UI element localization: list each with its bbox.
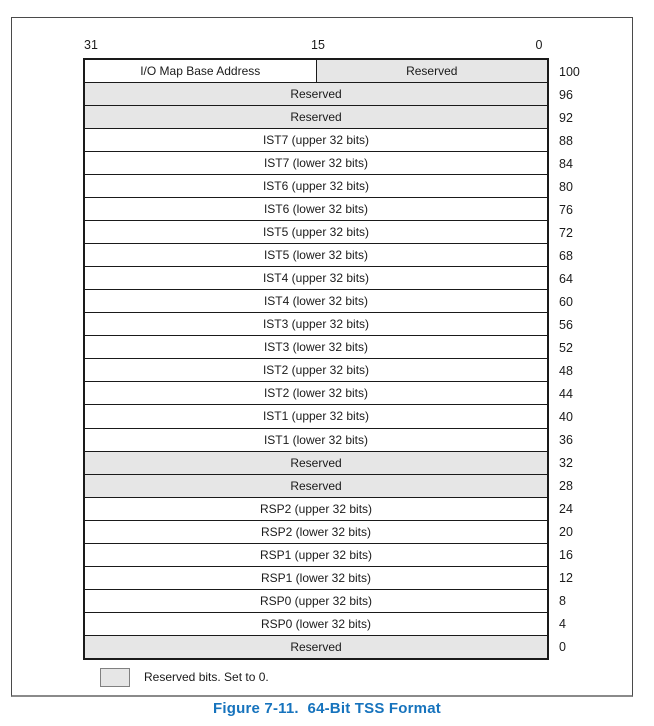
table-row [85, 174, 547, 197]
table-row [85, 589, 547, 612]
figure-caption: Figure 7-11. 64-Bit TSS Format [213, 700, 441, 717]
table-row [85, 60, 547, 82]
byte-offset: 52 [559, 340, 573, 355]
table-row [85, 428, 547, 451]
table-row [85, 128, 547, 151]
byte-offset: 64 [559, 271, 573, 286]
table-row [85, 82, 547, 105]
reserved-cell: Reserved [85, 83, 547, 105]
field-cell: IST4 (lower 32 bits) [263, 294, 369, 309]
field-cell: I/O Map Base Address [140, 64, 261, 79]
field-cell: IST2 (lower 32 bits) [263, 386, 369, 401]
table-row [85, 105, 547, 128]
page-frame [11, 17, 633, 697]
field-cell: IST7 (lower 32 bits) [263, 156, 369, 171]
table-row [85, 474, 547, 497]
tss-format-table [83, 58, 549, 660]
table-row [85, 220, 547, 243]
bit-ruler [12, 38, 632, 54]
field-cell: IST7 (upper 32 bits) [262, 133, 370, 148]
reserved-cell: Reserved [85, 475, 547, 497]
field-cell: IST1 (upper 32 bits) [262, 409, 370, 424]
field-cell: RSP0 (lower 32 bits) [260, 616, 372, 631]
table-row [85, 266, 547, 289]
field-cell: IST3 (upper 32 bits) [262, 317, 370, 332]
byte-offset: 68 [559, 248, 573, 263]
table-row [85, 520, 547, 543]
byte-offset: 36 [559, 432, 573, 447]
reserved-swatch [100, 668, 130, 687]
byte-offset: 72 [559, 225, 573, 240]
reserved-cell: Reserved [85, 452, 547, 474]
byte-offset: 88 [559, 133, 573, 148]
field-cell: RSP0 (upper 32 bits) [259, 593, 373, 608]
byte-offset: 4 [559, 616, 566, 631]
field-cell: RSP1 (upper 32 bits) [259, 547, 373, 562]
field-cell: IST4 (upper 32 bits) [262, 271, 370, 286]
byte-offset-column [559, 60, 609, 658]
bit-label-0: 0 [535, 38, 543, 52]
byte-offset: 60 [559, 294, 573, 309]
table-row [85, 381, 547, 404]
table-row [85, 451, 547, 474]
bit-label-15: 15 [311, 38, 325, 52]
byte-offset: 16 [559, 547, 573, 562]
table-row [85, 566, 547, 589]
byte-offset: 96 [559, 87, 573, 102]
byte-offset: 76 [559, 202, 573, 217]
reserved-cell: Reserved [316, 60, 548, 82]
table-row [85, 243, 547, 266]
table-row [85, 543, 547, 566]
field-cell: IST5 (lower 32 bits) [263, 248, 369, 263]
byte-offset: 80 [559, 179, 573, 194]
byte-offset: 8 [559, 593, 566, 608]
field-cell: IST2 (upper 32 bits) [262, 363, 370, 378]
table-row [85, 151, 547, 174]
table-row [85, 312, 547, 335]
byte-offset: 100 [559, 64, 580, 79]
byte-offset: 92 [559, 110, 573, 125]
byte-offset: 56 [559, 317, 573, 332]
bit-label-31: 31 [84, 38, 98, 52]
field-cell: RSP2 (upper 32 bits) [259, 501, 373, 516]
field-cell: IST5 (upper 32 bits) [262, 225, 370, 240]
legend [100, 667, 269, 687]
byte-offset: 48 [559, 363, 573, 378]
byte-offset: 24 [559, 501, 573, 516]
field-cell: IST6 (lower 32 bits) [263, 202, 369, 217]
field-cell: IST6 (upper 32 bits) [262, 179, 370, 194]
table-row [85, 497, 547, 520]
byte-offset: 20 [559, 524, 573, 539]
byte-offset: 44 [559, 386, 573, 401]
byte-offset: 84 [559, 156, 573, 171]
table-row [85, 197, 547, 220]
field-cell: IST1 (lower 32 bits) [263, 432, 369, 447]
table-row [85, 289, 547, 312]
byte-offset: 32 [559, 455, 573, 470]
byte-offset: 28 [559, 478, 573, 493]
byte-offset: 0 [559, 639, 566, 654]
reserved-cell: Reserved [85, 636, 547, 658]
byte-offset: 12 [559, 570, 573, 585]
reserved-cell: Reserved [85, 106, 547, 128]
table-row [85, 612, 547, 635]
table-row [85, 635, 547, 658]
table-row [85, 335, 547, 358]
byte-offset: 40 [559, 409, 573, 424]
table-row [85, 358, 547, 381]
legend-text: Reserved bits. Set to 0. [144, 670, 269, 684]
field-cell: RSP1 (lower 32 bits) [260, 570, 372, 585]
field-cell: IST3 (lower 32 bits) [263, 340, 369, 355]
field-cell: RSP2 (lower 32 bits) [260, 524, 372, 539]
table-row [85, 404, 547, 427]
